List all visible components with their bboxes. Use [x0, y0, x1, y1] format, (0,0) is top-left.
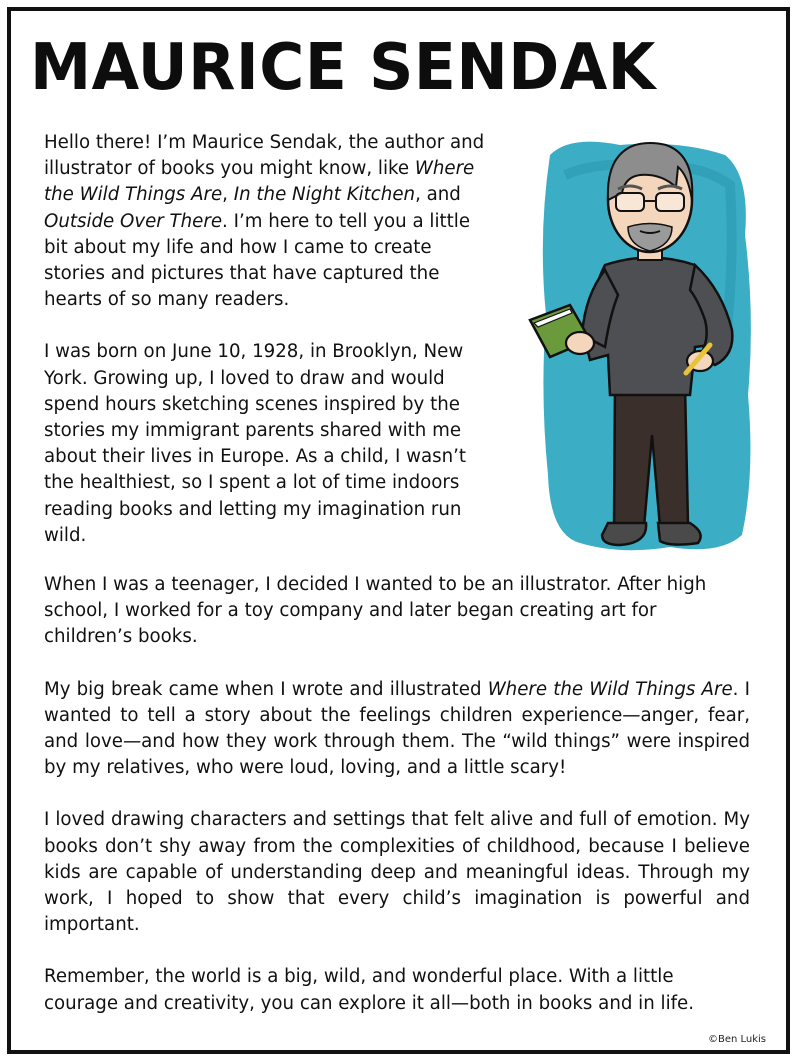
paragraph-text: My big break came when I wrote and illustrated — [44, 678, 488, 700]
paragraph-teenager: When I was a teenager, I decided I wanted to be an illustrator. After high school, I worked for a toy company and later began creating art for children’s books. — [44, 574, 707, 648]
paragraph-text: . I wanted to tell a story about the feelings children experience—anger, fear, and love—and how they work through them. The “wild things” were inspired by my relatives, who were loud, loving, and a little scary! — [44, 678, 750, 779]
paragraph-text: , — [222, 184, 234, 206]
paragraph-text: Hello there! I’m Maurice Sendak, the author and illustrator of books you might know, like — [44, 132, 485, 180]
intro-section — [44, 130, 494, 575]
paragraph-intro — [44, 130, 494, 313]
portrait-illustration — [510, 115, 770, 575]
main-body — [44, 572, 750, 1043]
book-title: Where the Wild Things Are — [44, 158, 475, 206]
paragraph-big-break — [44, 677, 750, 782]
paragraph-remember: Remember, the world is a big, wild, and wonderful place. With a little courage and creativity, you can explore it all—both in books and in life. — [44, 966, 695, 1014]
paragraph-drawing: I loved drawing characters and settings that felt alive and full of emotion. My books don’t shy away from the complexities of childhood, because I believe kids are capable of understanding deep and meaningful ideas. Through my work, I hoped to show that every child’s imagination is powerful and important. — [44, 809, 750, 936]
right-shoe — [658, 523, 701, 545]
paragraph-childhood: I was born on June 10, 1928, in Brooklyn, New York. Growing up, I loved to draw and would spend hours sketching scenes inspired by the stories my immigrant parents shared with me about their lives in Europe. As a child, I wasn’t the healthiest, so I spent a lot of time indoors reading books and letting my imagination run wild. — [44, 341, 467, 546]
book-title: Where the Wild Things Are — [487, 678, 733, 700]
book-title: Outside Over There — [44, 210, 223, 232]
left-hand — [566, 332, 594, 354]
page-title: MAURICE SENDAK — [30, 31, 656, 105]
paragraph-text: . I’m here to tell you a little bit about my life and how I came to create stories and pictures that have captured the hearts of so many readers. — [44, 210, 471, 311]
book-title: In the Night Kitchen — [233, 184, 416, 206]
copyright-credit: ©Ben Lukis — [707, 1034, 766, 1045]
paragraph-text: , and — [415, 184, 461, 206]
